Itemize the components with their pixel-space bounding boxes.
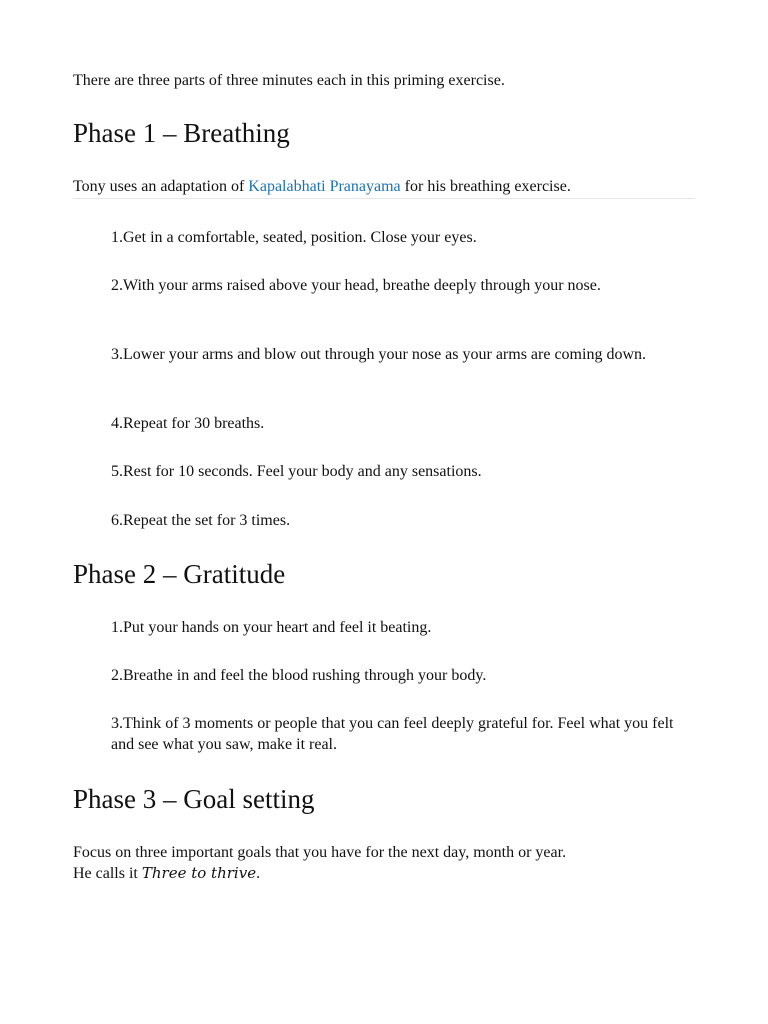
divider bbox=[73, 198, 695, 199]
phase-1-lead bbox=[73, 176, 695, 197]
phase-1-step: 6.Repeat the set for 3 times. bbox=[111, 512, 291, 529]
phase-2-step: 3.Think of 3 moments or people that you can feel deeply grateful for. Feel what you felt and see what you saw, make it real. bbox=[111, 715, 674, 753]
phase-3-text-before: He calls it bbox=[73, 865, 142, 882]
phase-1-lead-text-end: for his breathing exercise. bbox=[400, 178, 571, 195]
three-to-thrive-emphasis: Three to thrive bbox=[141, 864, 257, 882]
phase-1-step: 1.Get in a comfortable, seated, position. Close your eyes. bbox=[111, 229, 477, 246]
phase-1-lead-text: Tony uses an adaptation of bbox=[73, 178, 249, 195]
phase-3-paragraph bbox=[73, 842, 695, 884]
phase-1-step: 2.With your arms raised above your head, breathe deeply through your nose. bbox=[111, 277, 601, 294]
phase-2-step: 1.Put your hands on your heart and feel it beating. bbox=[111, 619, 432, 636]
phase-2-step: 2.Breathe in and feel the blood rushing through your body. bbox=[111, 667, 487, 684]
phase-3-text-after: . bbox=[256, 865, 261, 882]
phase-3-text: Focus on three important goals that you have for the next day, month or year. bbox=[73, 844, 567, 861]
phase-1-step: 3.Lower your arms and blow out through your nose as your arms are coming down. bbox=[111, 346, 646, 363]
intro-paragraph: There are three parts of three minutes each in this priming exercise. bbox=[73, 72, 505, 89]
kapalabhati-link[interactable]: Kapalabhati Pranayama bbox=[248, 178, 401, 195]
phase-2-heading: Phase 2 – Gratitude bbox=[73, 559, 286, 589]
phase-3-heading: Phase 3 – Goal setting bbox=[73, 784, 315, 814]
phase-1-heading: Phase 1 – Breathing bbox=[73, 118, 290, 148]
phase-1-step: 4.Repeat for 30 breaths. bbox=[111, 415, 265, 432]
phase-1-step: 5.Rest for 10 seconds. Feel your body and any sensations. bbox=[111, 463, 482, 480]
